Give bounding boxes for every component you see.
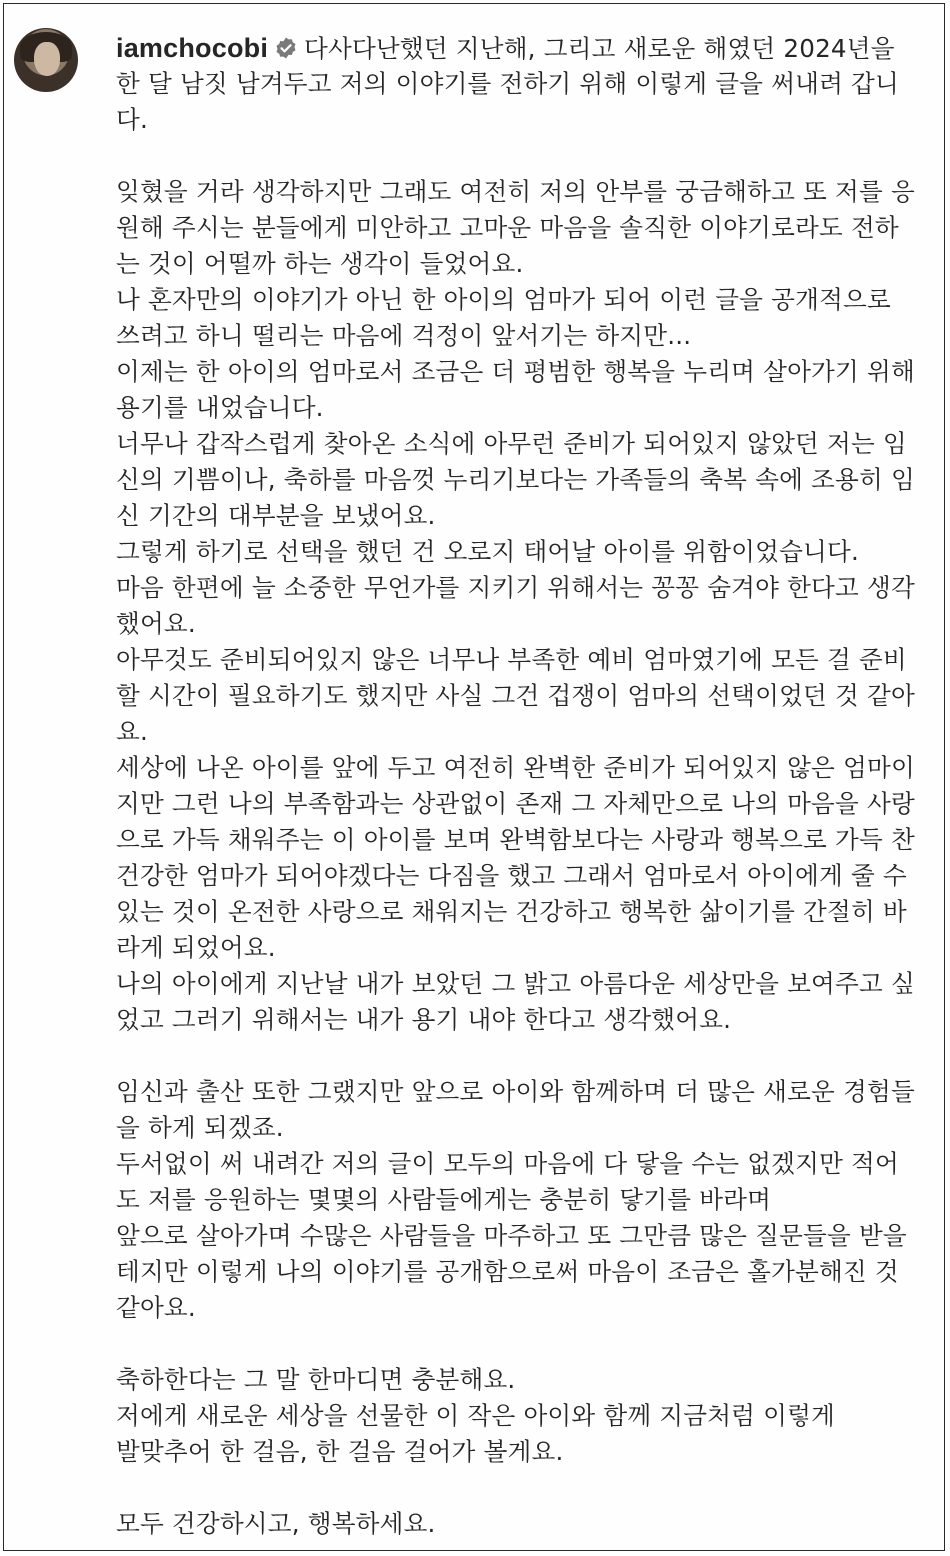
- caption-line: 신의 기쁨이나, 축하를 마음껏 누리기보다는 가족들의 축복 속에 조용히 임: [116, 465, 915, 494]
- avatar[interactable]: [14, 28, 78, 92]
- caption-line: 앞으로 살아가며 수많은 사람들을 마주하고 또 그만큼 많은 질문들을 받을: [116, 1221, 907, 1250]
- caption-line: 발맞추어 한 걸음, 한 걸음 걸어가 볼게요.: [116, 1437, 564, 1466]
- caption-line: 모두 건강하시고, 행복하세요.: [116, 1509, 436, 1538]
- caption-line: 는 것이 어떨까 하는 생각이 들었어요.: [116, 249, 524, 278]
- caption-line: 용기를 내었습니다.: [116, 393, 324, 422]
- post-caption: [116, 30, 924, 1542]
- caption-line: 한 달 남짓 남겨두고 저의 이야기를 전하기 위해 이렇게 글을 써내려 갑니: [116, 69, 899, 98]
- caption-line: 할 시간이 필요하기도 했지만 사실 그건 겁쟁이 엄마의 선택이었던 것 같아: [116, 681, 915, 710]
- verified-badge-icon: [274, 36, 298, 60]
- caption-line: 신 기간의 대부분을 보냈어요.: [116, 501, 436, 530]
- caption-line: 었고 그러기 위해서는 내가 용기 내야 한다고 생각했어요.: [116, 1005, 732, 1034]
- caption-line: 그렇게 하기로 선택을 했던 건 오로지 태어날 아이를 위함이었습니다.: [116, 537, 859, 566]
- caption-line: 너무나 갑작스럽게 찾아온 소식에 아무런 준비가 되어있지 않았던 저는 임: [116, 429, 907, 458]
- caption-first-text: 다사다난했던 지난해, 그리고 새로운 해였던 2024년을: [304, 34, 895, 63]
- caption-body: [116, 66, 924, 1542]
- caption-line: 이제는 한 아이의 엄마로서 조금은 더 평범한 행복을 누리며 살아가기 위해: [116, 357, 915, 386]
- caption-line: 도 저를 응원하는 몇몇의 사람들에게는 충분히 닿기를 바라며: [116, 1185, 772, 1214]
- caption-line: 두서없이 써 내려간 저의 글이 모두의 마음에 다 닿을 수는 없겠지만 적어: [116, 1149, 899, 1178]
- caption-line: 다.: [116, 105, 148, 134]
- caption-line: 으로 가득 채워주는 이 아이를 보며 완벽함보다는 사랑과 행복으로 가득 찬: [116, 825, 915, 854]
- caption-line: 건강한 엄마가 되어야겠다는 다짐을 했고 그래서 엄마로서 아이에게 줄 수: [116, 861, 907, 890]
- paragraph-gap: [116, 1470, 924, 1506]
- caption-line: 세상에 나온 아이를 앞에 두고 여전히 완벽한 준비가 되어있지 않은 엄마이: [116, 753, 915, 782]
- caption-line: 잊혔을 거라 생각하지만 그래도 여전히 저의 안부를 궁금해하고 또 저를 응: [116, 177, 915, 206]
- caption-line: 쓰려고 하니 떨리는 마음에 걱정이 앞서기는 하지만...: [116, 321, 692, 350]
- caption-line: 요.: [116, 717, 148, 746]
- caption-line: 아무것도 준비되어있지 않은 너무나 부족한 예비 엄마였기에 모든 걸 준비: [116, 645, 907, 674]
- username-link[interactable]: iamchocobi: [116, 33, 269, 63]
- caption-line: 나의 아이에게 지난날 내가 보았던 그 밝고 아름다운 세상만을 보여주고 싶: [116, 969, 915, 998]
- caption-line: 을 하게 되겠죠.: [116, 1113, 284, 1142]
- caption-first-line: [116, 30, 924, 66]
- paragraph-gap: [116, 1038, 924, 1074]
- avatar-face: [34, 42, 60, 76]
- caption-line: 축하한다는 그 말 한마디면 충분해요.: [116, 1365, 516, 1394]
- caption-line: 있는 것이 온전한 사랑으로 채워지는 건강하고 행복한 삶이기를 간절히 바: [116, 897, 907, 926]
- caption-line: 테지만 이렇게 나의 이야기를 공개함으로써 마음이 조금은 홀가분해진 것: [116, 1257, 899, 1286]
- caption-line: 마음 한편에 늘 소중한 무언가를 지키기 위해서는 꽁꽁 숨겨야 한다고 생각: [116, 573, 915, 602]
- caption-line: 라게 되었어요.: [116, 933, 276, 962]
- paragraph-gap: [116, 138, 924, 174]
- caption-line: 했어요.: [116, 609, 196, 638]
- paragraph-gap: [116, 1326, 924, 1362]
- caption-line: 임신과 출산 또한 그랬지만 앞으로 아이와 함께하며 더 많은 새로운 경험들: [116, 1077, 915, 1106]
- caption-line: 같아요.: [116, 1293, 196, 1322]
- caption-line: 저에게 새로운 세상을 선물한 이 작은 아이와 함께 지금처럼 이렇게: [116, 1401, 836, 1430]
- caption-line: 지만 그런 나의 부족함과는 상관없이 존재 그 자체만으로 나의 마음을 사랑: [116, 789, 915, 818]
- caption-line: 원해 주시는 분들에게 미안하고 고마운 마음을 솔직한 이야기로라도 전하: [116, 213, 899, 242]
- post-container: [3, 3, 945, 1551]
- caption-line: 나 혼자만의 이야기가 아닌 한 아이의 엄마가 되어 이런 글을 공개적으로: [116, 285, 891, 314]
